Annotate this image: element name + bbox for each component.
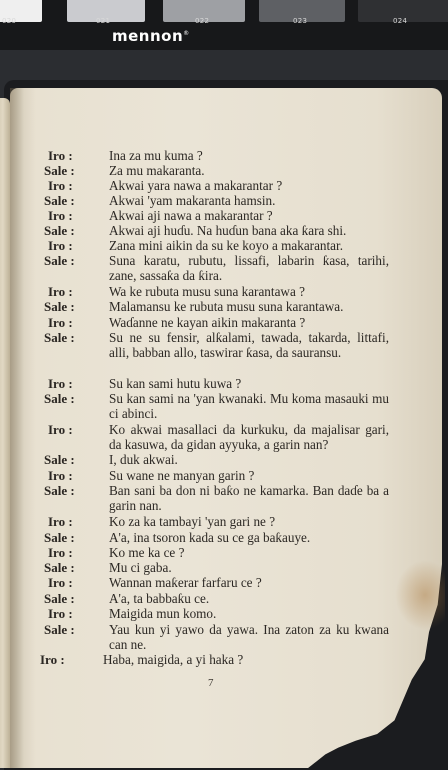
speaker-label: Sale : <box>44 193 75 208</box>
page-number: 7 <box>208 677 214 689</box>
speaker-label: Sale : <box>44 163 75 178</box>
speaker-label: Iro : <box>48 178 73 193</box>
speaker-label: Iro : <box>48 148 73 163</box>
swatch-label: 021 <box>96 17 111 25</box>
swatch-label: 022 <box>195 17 210 25</box>
speaker-label: Sale : <box>44 330 75 345</box>
swatch-label: 024 <box>393 17 408 25</box>
dialogue-line: A'a, ina tsoron kada su ce ga baƙauye. <box>109 530 311 545</box>
swatch-label: 020 <box>2 17 17 25</box>
speaker-label: Sale : <box>44 391 75 406</box>
speaker-label: Iro : <box>48 284 73 299</box>
dialogue-line: Wannan maƙerar farfaru ce ? <box>109 575 262 590</box>
dialogue-line: Malamansu ke rubuta musu suna karantawa. <box>109 299 344 314</box>
speaker-label: Iro : <box>48 545 73 560</box>
speaker-label: Iro : <box>48 315 73 330</box>
speaker-label: Sale : <box>44 591 75 606</box>
dialogue-line: Haba, maigida, a yi haka ? <box>103 652 244 667</box>
speaker-label: Sale : <box>44 452 75 467</box>
dialogue-line: Ban sani ba don ni baƙo ne kamarka. Ban daɗe ba a garin nan. <box>109 483 389 514</box>
dialogue-line: Su kan sami hutu kuwa ? <box>109 376 242 391</box>
speaker-label: Iro : <box>48 514 73 529</box>
speaker-label: Sale : <box>44 253 75 268</box>
speaker-label: Sale : <box>44 560 75 575</box>
speaker-label: Iro : <box>48 238 73 253</box>
dialogue-line: A'a, ta babbaƙu ce. <box>109 591 210 606</box>
dialogue-line: Su kan sami na 'yan kwanaki. Mu koma masauki mu ci abinci. <box>109 391 389 422</box>
speaker-label: Iro : <box>48 376 73 391</box>
dialogue-line: Su ne su fensir, alƙalami, tawada, takarda, littafi, alli, babban allo, taswirar ƙasa, da sauransu. <box>109 330 389 361</box>
speaker-label: Sale : <box>44 622 75 637</box>
speaker-label: Sale : <box>44 223 75 238</box>
dialogue-line: Zana mini aikin da su ke koyo a makarantar. <box>109 238 344 253</box>
dialogue-line: Maigida mun komo. <box>109 606 217 621</box>
dialogue-line: Ko me ka ce ? <box>109 545 185 560</box>
dialogue-line: Waɗanne ne kayan aikin makaranta ? <box>109 315 306 330</box>
dialogue-line: Su wane ne manyan garin ? <box>109 468 255 483</box>
speaker-label: Iro : <box>48 422 73 437</box>
speaker-label: Sale : <box>44 299 75 314</box>
dialogue-line: Ko akwai masallaci da kurkuku, da majalisar gari, da kasuwa, da gidan ayyuka, a garin nan? <box>109 422 389 453</box>
dialogue-line: Akwai aji nawa a makarantar ? <box>109 208 273 223</box>
dialogue-line: Ina za mu kuma ? <box>109 148 203 163</box>
swatch-label: 023 <box>293 17 308 25</box>
dialogue-line: I, duk akwai. <box>109 452 178 467</box>
dialogue-line: Akwai 'yam makaranta hamsin. <box>109 193 276 208</box>
brand-logo: mennon® <box>112 27 190 45</box>
speaker-label: Sale : <box>44 483 75 498</box>
speaker-label: Iro : <box>40 652 65 667</box>
speaker-label: Iro : <box>48 606 73 621</box>
dialogue-line: Za mu makaranta. <box>109 163 205 178</box>
dialogue-line: Akwai yara nawa a makarantar ? <box>109 178 283 193</box>
speaker-label: Iro : <box>48 468 73 483</box>
dialogue-line: Akwai aji huɗu. Na huɗun bana aka ƙara shi. <box>109 223 347 238</box>
speaker-label: Iro : <box>48 575 73 590</box>
dialogue-line: Yau kun yi yawo da yawa. Ina zaton za ku kwana can ne. <box>109 622 389 653</box>
speaker-label: Sale : <box>44 530 75 545</box>
speaker-label: Iro : <box>48 208 73 223</box>
dialogue-line: Ko za ka tambayi 'yan gari ne ? <box>109 514 276 529</box>
dialogue-line: Mu ci gaba. <box>109 560 172 575</box>
dialogue-line: Suna karatu, rubutu, lissafi, labarin ƙasa, tarihi, zane, sassaƙa da ƙira. <box>109 253 389 284</box>
dialogue-line: Wa ke rubuta musu suna karantawa ? <box>109 284 305 299</box>
